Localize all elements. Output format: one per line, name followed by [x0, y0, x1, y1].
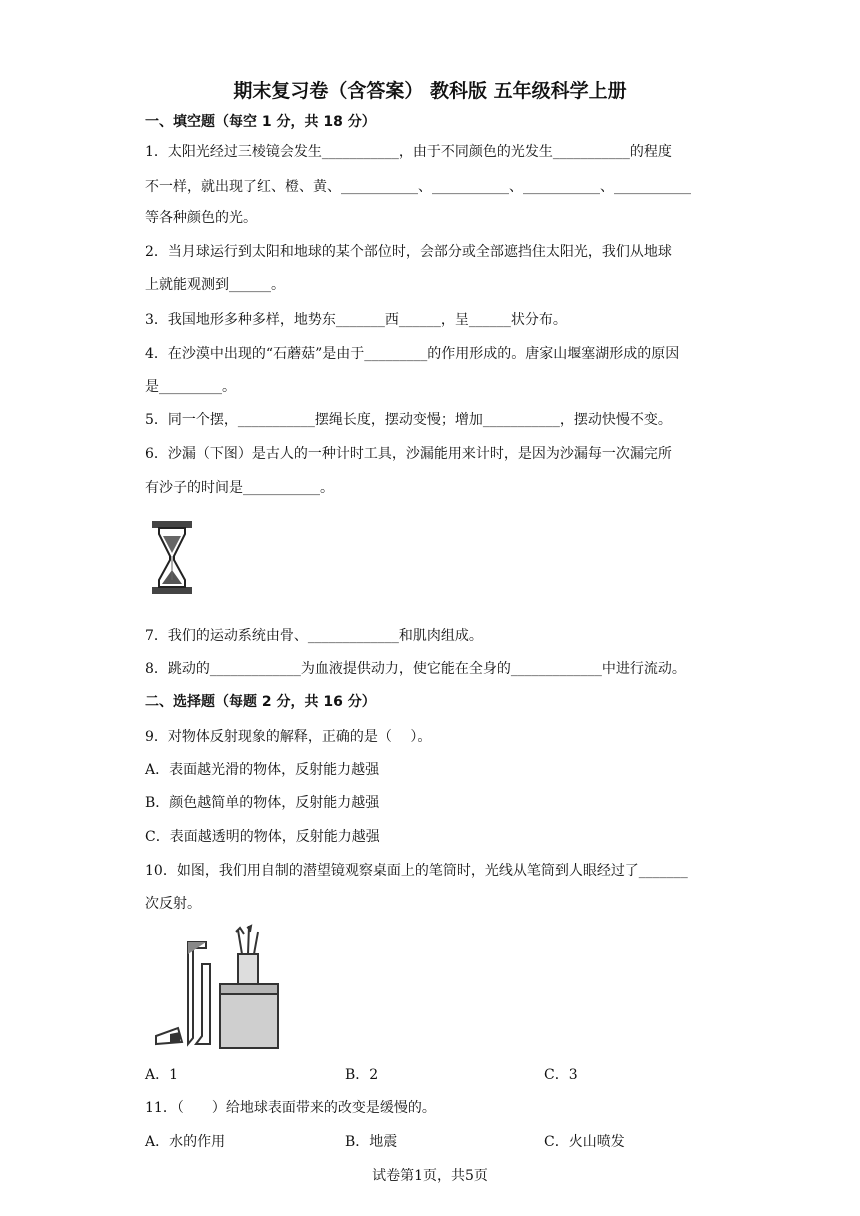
question-4-line-1: 4．在沙漠中出现的“石蘑菇”是由于_________的作用形成的。唐家山堰塞湖形成的原因 [145, 346, 680, 362]
question-9-option-a: A．表面越光滑的物体，反射能力越强 [145, 762, 380, 778]
question-10-option-a: A．1 [145, 1067, 179, 1083]
question-10-stem-line-1: 10．如图，我们用自制的潜望镜观察桌面上的笔筒时，光线从笔筒到人眼经过了_______ [145, 863, 688, 879]
question-9-option-c: C．表面越透明的物体，反射能力越强 [145, 829, 380, 845]
question-1-line-1: 1．太阳光经过三棱镜会发生___________，由于不同颜色的光发生___________的程度 [145, 144, 672, 160]
question-11-option-c: C．火山喷发 [544, 1134, 625, 1150]
question-9-option-b: B．颜色越简单的物体，反射能力越强 [145, 795, 380, 811]
question-5: 5．同一个摆，___________摆绳长度，摆动变慢；增加___________，摆动快慢不变。 [145, 412, 672, 428]
question-7: 7．我们的运动系统由骨、_____________和肌肉组成。 [145, 628, 483, 644]
question-1-line-2: 不一样，就出现了红、橙、黄、___________、___________、___________、___________ [145, 179, 691, 195]
question-2-line-1: 2．当月球运行到太阳和地球的某个部位时，会部分或全部遮挡住太阳光，我们从地球 [145, 244, 672, 260]
question-3: 3．我国地形多种多样，地势东_______西______，呈______状分布。 [145, 312, 567, 328]
periscope-figure [148, 924, 286, 1056]
question-9-stem: 9．对物体反射现象的解释，正确的是（ ）。 [145, 729, 432, 745]
hourglass-figure [150, 520, 194, 596]
question-10-option-b: B．2 [345, 1067, 379, 1083]
section-choice-heading: 二、选择题（每题 2 分，共 16 分） [145, 694, 376, 710]
question-8: 8．跳动的_____________为血液提供动力，使它能在全身的_____________中进行流动。 [145, 661, 686, 677]
question-1-line-3: 等各种颜色的光。 [145, 210, 257, 226]
question-10-stem-line-2: 次反射。 [145, 896, 201, 912]
question-11-stem: 11．（ ）给地球表面带来的改变是缓慢的。 [145, 1100, 436, 1116]
question-11-option-a: A．水的作用 [145, 1134, 226, 1150]
page-footer: 试卷第1页，共5页 [372, 1168, 488, 1184]
page-title: 期末复习卷（含答案） 教科版 五年级科学上册 [233, 80, 627, 102]
question-6-line-2: 有沙子的时间是___________。 [145, 480, 334, 496]
question-6-line-1: 6．沙漏（下图）是古人的一种计时工具，沙漏能用来计时，是因为沙漏每一次漏完所 [145, 446, 672, 462]
question-10-option-c: C．3 [544, 1067, 578, 1083]
question-11-option-b: B．地震 [345, 1134, 398, 1150]
question-4-line-2: 是_________。 [145, 379, 236, 395]
question-2-line-2: 上就能观测到______。 [145, 277, 285, 293]
section-fill-in-heading: 一、填空题（每空 1 分，共 18 分） [145, 114, 376, 130]
